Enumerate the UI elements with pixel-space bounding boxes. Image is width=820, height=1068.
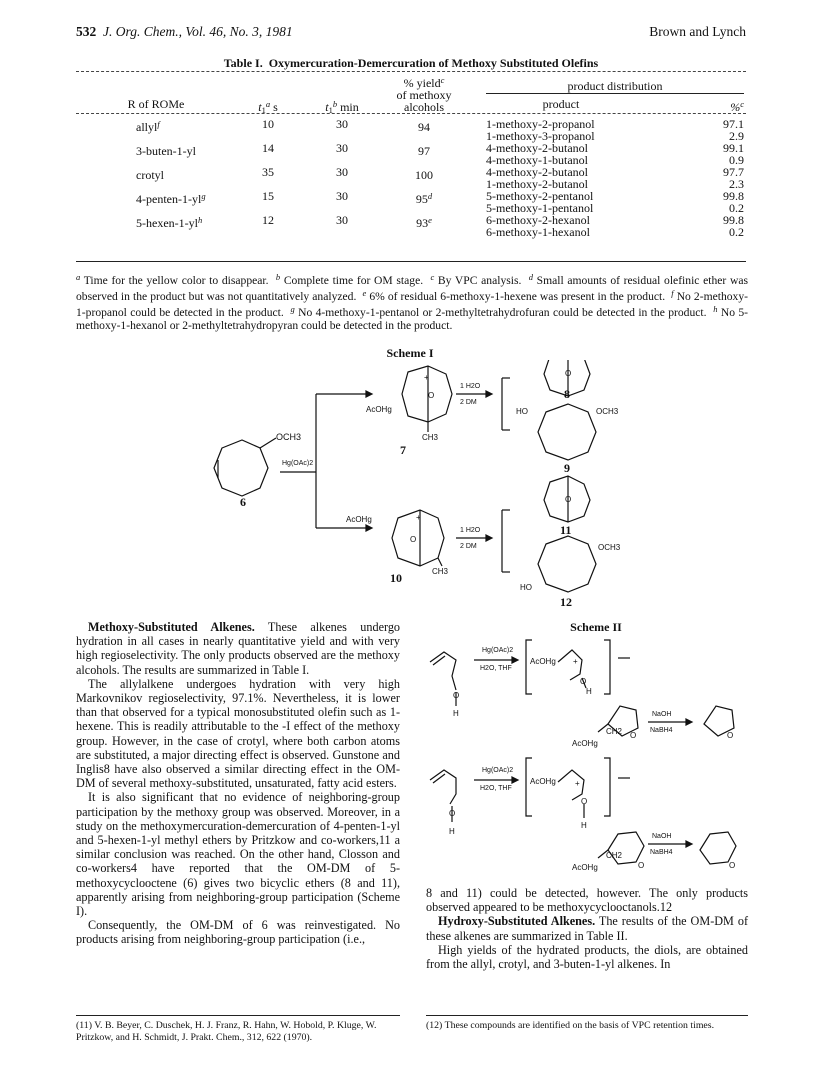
compound-7-label: 7 (400, 443, 406, 457)
cell-yield (384, 214, 464, 229)
cell-pct-minor: 2.3 (729, 177, 744, 191)
c7-step1: 1 H2O (460, 383, 481, 390)
cell-t1: 35 (262, 165, 274, 179)
page-header-left (76, 24, 293, 40)
cell-product-major: 5-methoxy-2-pentanol (486, 189, 594, 203)
c7-step2: 2 DM (460, 399, 477, 406)
c10-step1: 1 H2O (460, 527, 481, 534)
reagent-hgoac2: Hg(OAc)2 (282, 460, 314, 467)
cell-product-minor: 5-methoxy-1-pentanol (486, 201, 594, 215)
s2-acohg-2c: AcOHg (572, 863, 598, 872)
s2-o-2c: O (638, 861, 645, 870)
s2-h-1: H (453, 709, 459, 718)
s2-acohg-2: AcOHg (530, 777, 556, 786)
scheme-2-title: Scheme II (570, 620, 622, 634)
compound-12-ring (538, 536, 596, 592)
compound-12-label: 12 (560, 595, 572, 609)
footnote-11: (11) V. B. Beyer, C. Duschek, H. J. Franz, R. Hahn, W. Hobold, P. Kluge, W. Pritzkow, and H. Schmidt, J. Prakt. Chem., 312, 622 (1970). (76, 1020, 377, 1043)
s2-nabh4-1: NaBH4 (650, 727, 673, 734)
cell-product-major: 4-methoxy-2-butanol (486, 141, 588, 155)
s2-reagent-2a: Hg(OAc)2 (482, 767, 514, 774)
s2-o-1c: O (630, 731, 637, 740)
cell-t2: 30 (336, 189, 348, 203)
s2-h-2: H (449, 827, 455, 836)
col-header-t2: $t_1^b$ min (325, 99, 359, 115)
c9-ho: HO (516, 407, 528, 416)
s2-h-2b: H (581, 821, 587, 830)
cell-r-sup: f (157, 119, 160, 129)
cell-r-text: allyl (136, 120, 158, 134)
cell-yield-text: 97 (418, 144, 430, 158)
c10-plus: + (416, 513, 421, 522)
s2-o-2d: O (729, 861, 736, 870)
cell-pct-minor: 0.2 (729, 225, 744, 239)
cell-r-text: crotyl (136, 168, 164, 182)
col-header-distribution: product distribution (567, 79, 663, 93)
cell-yield (384, 142, 464, 157)
cell-product-minor: 1-methoxy-3-propanol (486, 129, 595, 143)
compound-6-label: 6 (240, 495, 246, 509)
left-p2: The allylalkene undergoes hydration with very high Markovnikov regioselectivity, 97.1%. Nevertheless, it is lower than that observed for a typical monosubstituted olefin such as 1-hexene. This is readily attributable to the -I effect of the methoxy group. However, in the case of crotyl, where both carbon atoms are substituted, a major directing effect is observed. Gunstone and Inglis8 have also observed a similar directing effect in the OM-DM of several methoxy-substituted, unsaturated, fatty acid esters. (76, 676, 400, 791)
cell-yield (384, 118, 464, 133)
s2-o-1b: O (580, 677, 587, 686)
s2-nabh4-2: NaBH4 (650, 849, 673, 856)
s2-plus-2: + (575, 779, 580, 788)
footnote-12: (12) These compounds are identified on the basis of VPC retention times. (426, 1020, 715, 1031)
left-p3: It is also significant that no evidence of neighboring-group participation by the methoxy group was observed. Moreover, in a study on the methoxymercuration-demercuration of 4-penten-1-yl and 5-hexen-1-yl methyl ethers by Pritzkow and co-workers,11 a similar conclusion was reached. On the other hand, Closson and co-workers4 have reported that the OM-DM of 5-methoxycyclooctene (6) gives two bicyclic ethers (8 and 11), apparently arising from neighboring-group participation (Scheme I). (76, 790, 400, 919)
s2-reagent-1a: Hg(OAc)2 (482, 647, 514, 654)
s2-ch2-1: CH2 (606, 727, 623, 736)
compound-10-label: 10 (390, 571, 402, 585)
cell-yield-sup: d (427, 191, 433, 201)
cell-t1: 10 (262, 117, 274, 131)
cell-pct-major: 99.8 (723, 189, 744, 203)
s2-reagent-2b: H2O, THF (480, 785, 512, 792)
scheme-2-diagram (422, 634, 748, 884)
c10-ch3: CH3 (432, 567, 449, 576)
cell-product-major: 1-methoxy-2-propanol (486, 117, 595, 131)
cell-product-minor: 4-methoxy-1-butanol (486, 153, 588, 167)
cell-r-text: 3-buten-1-yl (136, 144, 196, 158)
cell-yield (384, 190, 464, 205)
s2-acohg-1c: AcOHg (572, 739, 598, 748)
s2-h-1b: H (586, 687, 592, 696)
cell-product-major: 6-methoxy-2-hexanol (486, 213, 590, 227)
s2-o-1d: O (727, 731, 734, 740)
table-footnotes: $^a$ Time for the yellow color to disappear. $^b$ Complete time for OM stage. $^c$ By VPC analysis. $^d$ Small amounts of residual olefinic ether was observed in the product but was not quantitatively analyzed. $^e$ 6% of residual 6-methoxy-1-hexene was present in the product. $^f$ No 2-methoxy-1-propanol could be detected in the product. $^g$ No 4-methoxy-1-pentanol or 2-methyltetrahydrofuran could be detected in the product. $^h$ No 5-methoxy-1-hexanol or 2-methyltetrahydropyran could be detected in the product. (76, 272, 749, 332)
c7-acohg: AcOHg (366, 405, 392, 414)
c10-step2: 2 DM (460, 543, 477, 550)
c12-och3: OCH3 (598, 543, 621, 552)
cell-yield-text: 100 (415, 168, 433, 182)
section-heading-hydroxy: Hydroxy-Substituted Alkenes. (438, 914, 596, 929)
table-label: Table I. (223, 56, 263, 70)
col-header-t1: $t_1^a$ s (258, 99, 278, 115)
cell-pct-major: 99.1 (723, 141, 744, 155)
table-caption: Oxymercuration-Demercuration of Methoxy Substituted Olefins (268, 56, 599, 70)
cell-yield-text: 93 (416, 216, 429, 230)
cell-yield (384, 166, 464, 181)
page-number: 532 (76, 24, 97, 39)
scheme-1-diagram (180, 360, 740, 620)
s2-o-2b: O (581, 797, 588, 806)
cell-pct-minor: 0.9 (729, 153, 744, 167)
right-footnote-rule (426, 1015, 748, 1016)
compound-9-ring (538, 404, 596, 460)
compound-6-ring (214, 440, 268, 496)
col-header-r: R of ROMe (127, 97, 185, 111)
cell-product-minor: 6-methoxy-1-hexanol (486, 225, 590, 239)
cell-pct-minor: 2.9 (729, 129, 744, 143)
right-p3: High yields of the hydrated products, the diols, are obtained from the allyl, crotyl, and 3-buten-1-yl alkenes. In (426, 942, 748, 972)
left-p4: Consequently, the OM-DM of 6 was reinvestigated. No products arising from neighboring-group participation (i.e., (76, 918, 400, 947)
c6-och3: OCH3 (276, 432, 302, 442)
s2-reagent-1b: H2O, THF (480, 665, 512, 672)
c10-oxygen: O (410, 535, 417, 544)
cell-yield-text: 95 (415, 192, 428, 206)
c11-oxygen: O (565, 495, 572, 504)
cell-yield-sup: e (428, 215, 432, 225)
left-column-text (76, 620, 400, 947)
right-column-text (426, 886, 748, 971)
table-top-rule (76, 71, 746, 72)
compound-11-label: 11 (560, 523, 572, 537)
table-title (76, 56, 746, 71)
cell-pct-major: 99.8 (723, 213, 744, 227)
cell-r-text: 5-hexen-1-yl (136, 216, 198, 230)
table-dist-rule (486, 93, 744, 94)
s2-o-2: O (449, 809, 456, 818)
table-bottom-rule (76, 261, 746, 262)
compound-9-label: 9 (564, 461, 570, 475)
cell-t1: 14 (262, 141, 274, 155)
s2-plus-1: + (573, 657, 578, 666)
cell-t1: 15 (262, 189, 274, 203)
c7-oxygen: O (428, 391, 435, 400)
cell-pct-major: 97.7 (723, 165, 744, 179)
cell-pct-major: 97.1 (723, 117, 744, 131)
cell-pct-minor: 0.2 (729, 201, 744, 215)
cell-t2: 30 (336, 117, 348, 131)
cell-t2: 30 (336, 141, 348, 155)
s2-naoh-2: NaOH (652, 833, 672, 840)
cell-r-text: 4-penten-1-yl (136, 192, 202, 206)
c10-acohg: AcOHg (346, 515, 372, 524)
scheme-1-title: Scheme I (386, 346, 434, 360)
c7-ch3: CH3 (422, 433, 439, 442)
journal-citation: J. Org. Chem., Vol. 46, No. 3, 1981 (103, 24, 293, 39)
cell-yield-text: 94 (418, 120, 430, 134)
left-p1: These alkenes undergo hydration in all cases in nearly quantitative yield and with very high regioselectivity. The only products observed are the methoxy alcohols. The results are summarized in Table I. (76, 620, 401, 677)
col-header-yield: % yield$^c$ of methoxy alcohols (396, 75, 452, 114)
cell-r-sup: h (197, 215, 203, 225)
cell-product-major: 4-methoxy-2-butanol (486, 165, 588, 179)
s2-naoh-1: NaOH (652, 711, 672, 718)
right-p2: The results of the OM-DM of these alkenes are summarized in Table II. (426, 914, 749, 943)
c7-plus: + (424, 373, 429, 382)
col-header-pct: %$^c$ (730, 99, 744, 114)
c9-och3: OCH3 (596, 407, 619, 416)
s2-ch2-2: CH2 (606, 851, 623, 860)
cell-t2: 30 (336, 165, 348, 179)
section-heading-methoxy: Methoxy-Substituted Alkenes. (88, 620, 255, 634)
s2-acohg-1: AcOHg (530, 657, 556, 666)
right-p1: 8 and 11) could be detected, however. The only products observed appeared to be methoxycyclooctanols.12 (426, 886, 748, 915)
authors: Brown and Lynch (649, 24, 746, 39)
cell-product-minor: 1-methoxy-2-butanol (486, 177, 588, 191)
cell-t1: 12 (262, 213, 274, 227)
col-header-product: product (542, 97, 580, 111)
s2-o-1: O (453, 691, 460, 700)
c12-ho: HO (520, 583, 532, 592)
compound-8-label: 8 (564, 387, 570, 401)
c8-oxygen: O (565, 369, 572, 378)
cell-t2: 30 (336, 213, 348, 227)
running-header (76, 24, 746, 44)
cell-r-sup: g (201, 191, 206, 201)
left-footnote-rule (76, 1015, 400, 1016)
